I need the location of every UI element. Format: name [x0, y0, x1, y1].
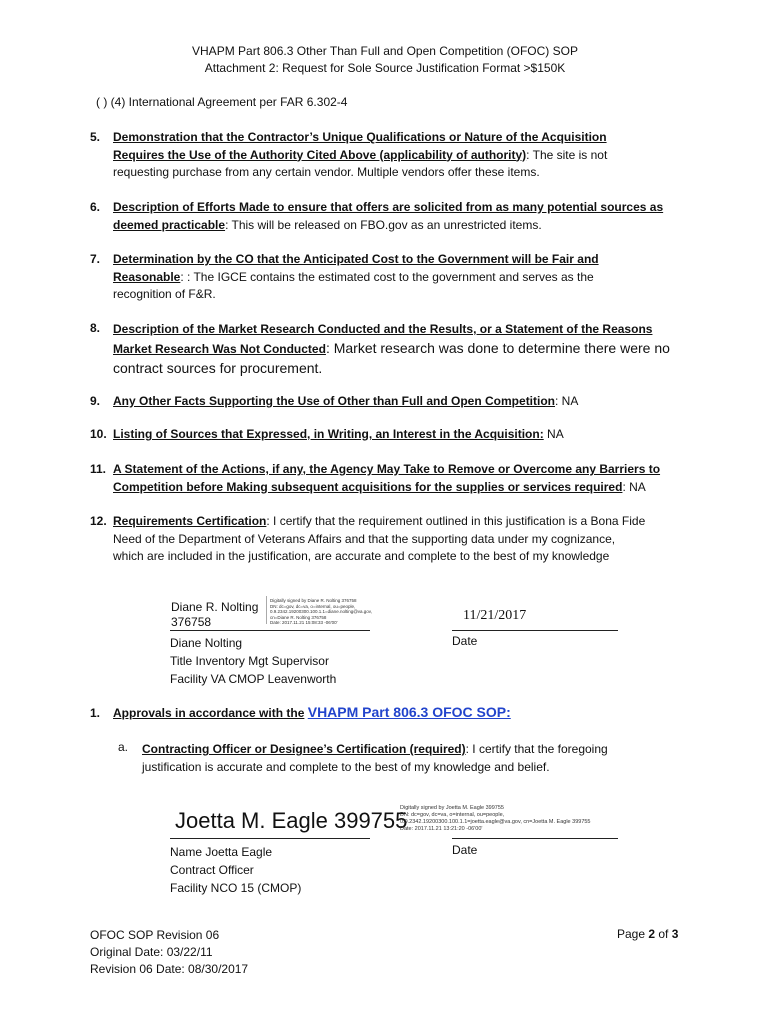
item-text: : Market research was done to determine there were no: [325, 340, 670, 356]
signer-facility: Facility VA CMOP Leavenworth: [170, 672, 337, 686]
item-title: Requirements Certification: [113, 514, 267, 528]
item-text-cont: requesting purchase from any certain vendor. Multiple vendors offer these items.: [113, 165, 540, 179]
approvals-number: 1.: [90, 706, 101, 720]
item-title: Description of Efforts Made to ensure that offers are solicited from as many potential sources as: [113, 200, 664, 214]
item-number: 12.: [90, 514, 107, 528]
date-line: [452, 630, 618, 631]
sub-label: a.: [118, 740, 129, 754]
item-number: 10.: [90, 427, 107, 441]
item-title: Any Other Facts Supporting the Use of Other than Full and Open Competition: [113, 394, 556, 408]
signer-name: Joetta M. Eagle 399755: [175, 808, 408, 833]
item-title-cont: deemed practicable: [113, 217, 226, 232]
certification-title: Contracting Officer or Designee’s Certification (required): [142, 742, 466, 756]
signer-facility: Facility NCO 15 (CMOP): [170, 881, 302, 895]
footer-original-date: Original Date: 03/22/11: [90, 945, 213, 959]
signature-line: [170, 838, 370, 839]
signer-id: 376758: [171, 615, 212, 629]
item-text: NA: [543, 427, 564, 441]
signature-divider: [266, 596, 267, 624]
item-text: : The site is not: [526, 147, 608, 162]
item-title-cont: Competition before Making subsequent acquisitions for the supplies or services required: [113, 479, 623, 494]
item-title: Demonstration that the Contractor’s Unique Qualifications or Nature of the Acquisition: [113, 130, 607, 144]
date-line: [452, 838, 618, 839]
item-title: Determination by the CO that the Anticipated Cost to the Government will be Fair and: [113, 252, 599, 266]
item-text-cont: recognition of F&R.: [113, 287, 216, 301]
certification-text-cont: justification is accurate and complete to the best of my knowledge and belief.: [142, 760, 550, 774]
digital-signature-info: Digitally signed by Diane R. Nolting 376758 DN: dc=gov, dc=va, o=internal, ou=people, 0.9.2342.19200300.100.1.1=diane.nolting@va.gov, cn=Diane R. Nolting 376758 Date: 2017.11.21 15:08:33 -06'00': [270, 598, 372, 625]
item-title: Listing of Sources that Expressed, in Writing, an Interest in the Acquisition:: [113, 427, 544, 441]
item-text: : This will be released on FBO.gov as an unrestricted items.: [225, 217, 542, 232]
item-title: Description of the Market Research Conducted and the Results, or a Statement of the Reasons: [113, 322, 653, 336]
item-number: 6.: [90, 200, 101, 214]
item-number: 11.: [90, 462, 107, 476]
item-title: A Statement of the Actions, if any, the Agency May Take to Remove or Overcome any Barriers to: [113, 462, 661, 476]
item-text: : : The IGCE contains the estimated cost to the government and serves as the: [180, 269, 594, 284]
item-text: : I certify that the requirement outlined in this justification is a Bona Fide: [266, 514, 646, 528]
item-number: 9.: [90, 394, 101, 408]
signer-title: Title Inventory Mgt Supervisor: [170, 654, 329, 668]
signer-title: Contract Officer: [170, 863, 254, 877]
digital-signature-info: Digitally signed by Joetta M. Eagle 399755 DN: dc=gov, dc=va, o=internal, ou=people, 0.9.2342.19200300.100.1.1=joetta.eagle@va.gov, cn=Joetta M. Eagle 399755 Date: 2017.11.21 13:21:20 -06'00': [400, 805, 591, 832]
ofoc-sop-link[interactable]: VHAPM Part 806.3 OFOC SOP:: [307, 704, 511, 720]
item-title-cont: Reasonable: [113, 269, 181, 284]
item-number: 5.: [90, 130, 101, 144]
international-agreement-line: ( ) (4) International Agreement per FAR 6.302-4: [96, 95, 348, 109]
page-number: Page 2 of 3: [617, 927, 679, 941]
footer-left: [90, 927, 248, 978]
header-line-2: Attachment 2: Request for Sole Source Justification Format >$150K: [204, 61, 566, 75]
signer-full-name: Diane Nolting: [170, 636, 243, 650]
item-text-cont: contract sources for procurement.: [113, 360, 323, 376]
item-text-cont: which are included in the justification, are accurate and complete to the best of my knowledge: [113, 549, 610, 563]
item-title-cont: Requires the Use of the Authority Cited Above (applicability of authority): [113, 147, 527, 162]
item-number: 7.: [90, 252, 101, 266]
item-text: : NA: [622, 479, 646, 494]
approvals-title: Approvals in accordance with the: [113, 706, 305, 720]
item-title-cont: Market Research Was Not Conducted: [113, 342, 326, 356]
header-line-1: VHAPM Part 806.3 Other Than Full and Open Competition (OFOC) SOP: [192, 44, 578, 58]
item-text-cont: Need of the Department of Veterans Affairs and that the supporting data under my cognizance,: [113, 531, 616, 546]
signer-full-name: Name Joetta Eagle: [170, 845, 273, 859]
item-number: 8.: [90, 321, 101, 335]
item-text: : NA: [555, 394, 579, 408]
date-label: Date: [452, 843, 478, 857]
date-label: Date: [452, 634, 478, 648]
signature-line: [170, 630, 370, 631]
signature-date: 11/21/2017: [463, 608, 527, 623]
footer-revision: OFOC SOP Revision 06: [90, 928, 220, 942]
certification-text: : I certify that the foregoing: [465, 742, 608, 756]
footer-revision-date: Revision 06 Date: 08/30/2017: [90, 962, 249, 976]
signer-name: Diane R. Nolting: [171, 600, 259, 614]
